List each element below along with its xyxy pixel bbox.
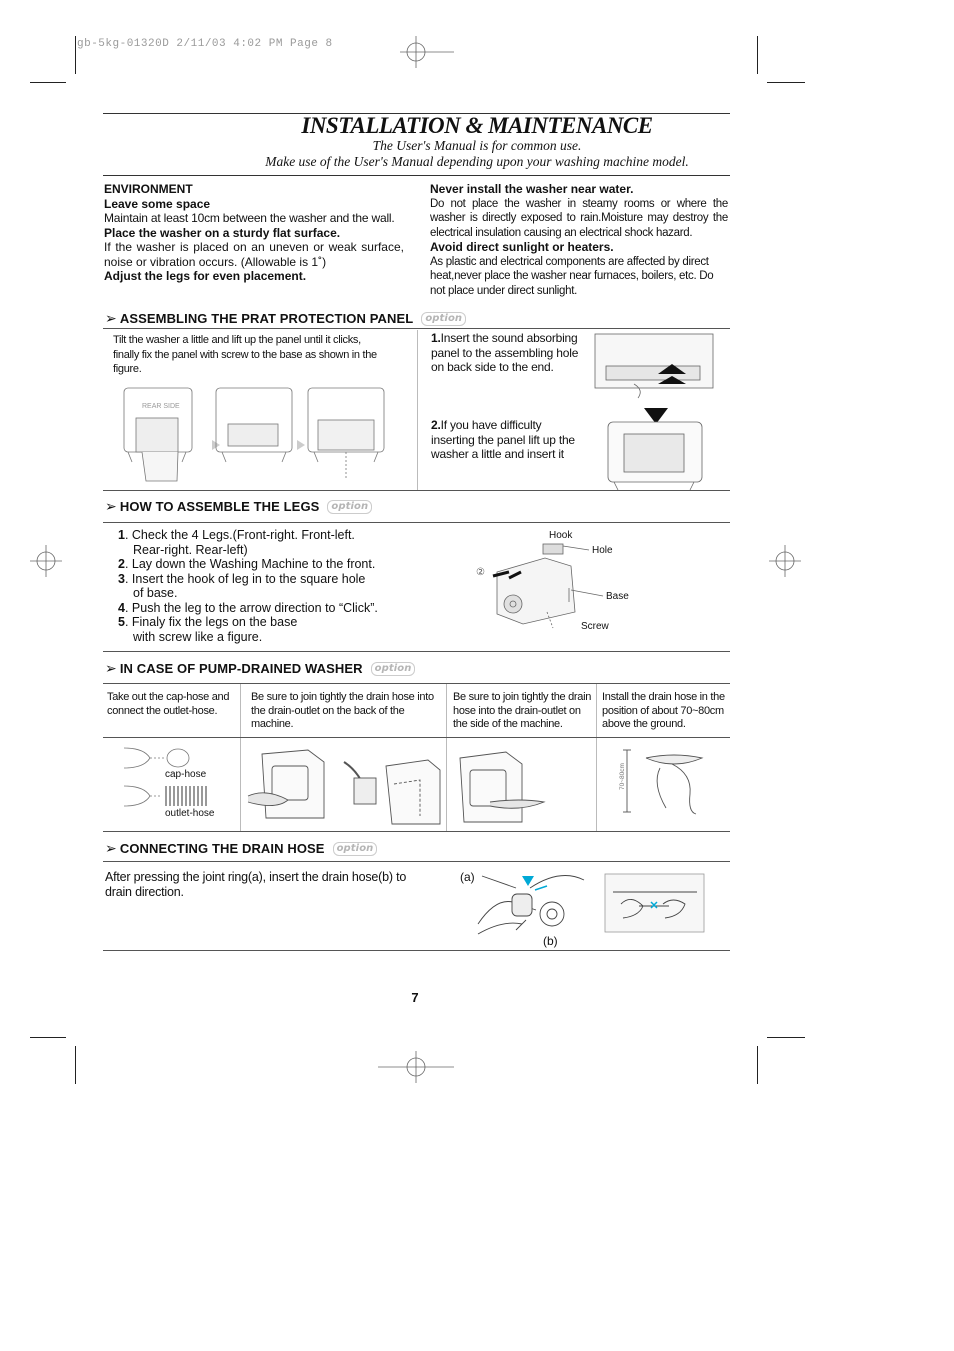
registration-mark (400, 36, 434, 70)
pump-section-heading (105, 660, 415, 677)
pump-col-3-text: Be sure to join tightly the drain hose into the drain-outlet on the side of the machine. (453, 691, 592, 730)
hook-label: Hook (549, 530, 573, 541)
crop-mark (767, 1037, 805, 1038)
print-slug: gb-5kg-01320D 2/11/03 4:02 PM Page 8 (77, 38, 333, 50)
pump-heading-text: IN CASE OF PUMP-DRAINED WASHER (119, 661, 363, 676)
panel-step-1 (431, 331, 581, 375)
arrow-icon: ➢ (105, 660, 117, 676)
drain-hose-insert-illustration (605, 874, 705, 934)
environment-flat-surface-heading: Place the washer on a sturdy flat surface. (104, 225, 341, 240)
crop-mark (767, 82, 805, 83)
option-badge: option (421, 312, 466, 326)
legs-step: of base. (133, 586, 178, 600)
crop-mark (30, 82, 66, 83)
drain-section-heading (105, 840, 377, 857)
legs-step: 1. Check the 4 Legs.(Front-right. Front-left. (118, 528, 355, 542)
base-label: Base (606, 591, 629, 602)
panel-section-heading (105, 310, 466, 327)
legs-step: 4. Push the leg to the arrow direction to “Click”. (118, 600, 378, 615)
crop-mark (75, 1046, 76, 1084)
environment-adjust-legs-heading: Adjust the legs for even placement. (104, 269, 307, 283)
environment-sunlight-text: As plastic and electrical components are affected by direct heat,never place the washer near furnaces, boilers, etc. Do not place under direct sunlight. (430, 255, 714, 297)
section-rule (103, 683, 730, 684)
step-2-marker: ② (476, 567, 485, 578)
environment-leave-space-heading: Leave some space (104, 196, 211, 211)
legs-step: 3. Insert the hook of leg in to the square hole (118, 571, 366, 586)
page-title: INSTALLATION & MAINTENANCE (301, 113, 653, 138)
page-number: 7 (411, 990, 419, 1005)
panel-step-1-text: Insert the sound absorbing panel to the assembling hole on back side to the end. (431, 331, 579, 374)
registration-mark (400, 1051, 434, 1085)
legs-step: 5. Finaly fix the legs on the base (118, 615, 298, 629)
panel-description: Tilt the washer a little and lift up the panel until it clicks, finally fix the panel with screw to the base as shown in the figure. (113, 334, 377, 375)
environment-left-column (104, 182, 404, 284)
rear-drain-illustration (244, 744, 444, 826)
height-range-label: 70~80cm (619, 763, 626, 790)
section-rule (103, 737, 730, 738)
legs-step: with screw like a figure. (133, 629, 263, 644)
environment-sunlight-heading: Avoid direct sunlight or heaters. (430, 240, 614, 254)
crop-mark (75, 36, 76, 74)
arrow-icon: ➢ (105, 498, 117, 514)
drain-heading-text: CONNECTING THE DRAIN HOSE (119, 841, 325, 856)
step-number: 2. (431, 418, 441, 432)
environment-heading: ENVIRONMENT (104, 182, 193, 196)
hose-height-illustration (620, 744, 720, 824)
page-subtitle-1: The User's Manual is for common use. (372, 138, 582, 153)
header-bottom-rule (103, 175, 730, 176)
screw-label: Screw (581, 621, 609, 632)
joint-ring-label: (a) (460, 870, 475, 884)
registration-mark (769, 545, 803, 579)
section-rule (103, 950, 730, 951)
side-drain-illustration (452, 744, 594, 826)
step-number: 1. (431, 331, 441, 345)
pump-col-1-text: Take out the cap-hose and connect the outlet-hose. (107, 691, 230, 717)
panel-step-2-text: If you have difficulty inserting the panel lift up the washer a little and insert it (431, 418, 575, 461)
crop-mark (757, 1046, 758, 1084)
panel-assembly-illustration (122, 386, 402, 486)
section-rule (103, 651, 730, 652)
drain-hose-joint-illustration (472, 864, 592, 946)
section-rule (103, 861, 730, 862)
panel-step-2 (431, 418, 581, 462)
arrow-icon: ➢ (105, 310, 117, 326)
section-rule (103, 328, 730, 329)
environment-right-column (430, 182, 728, 298)
panel-insert-illustration (594, 334, 719, 494)
environment-water-text: Do not place the washer in steamy rooms or where the washer is directly exposed to rain.Moisture may destroy the electrical insulation causing an electrical shock hazard. (430, 197, 728, 239)
option-badge: option (333, 842, 378, 856)
pump-col-4-text: Install the drain hose in the position of about 70~80cm above the ground. (602, 691, 725, 730)
column-divider (417, 330, 418, 490)
crop-mark (757, 36, 758, 74)
section-rule (103, 490, 730, 491)
section-rule (103, 831, 730, 832)
option-badge: option (371, 662, 416, 676)
column-divider (596, 684, 597, 831)
registration-mark (30, 545, 64, 579)
pump-col-2-text: Be sure to join tightly the drain hose into the drain-outlet on the back of the machine. (251, 691, 434, 730)
legs-heading-text: HOW TO ASSEMBLE THE LEGS (119, 499, 320, 514)
environment-leave-space-text: Maintain at least 10cm between the washer and the wall. (104, 211, 395, 225)
environment-flat-surface-text: If the washer is placed on an uneven or weak surface, noise or vibration occurs. (Allowable is 1˚) (104, 240, 404, 269)
drain-hose-label: (b) (543, 934, 558, 948)
cap-hose-label: cap-hose (165, 769, 207, 780)
legs-step: 2. Lay down the Washing Machine to the front. (118, 557, 376, 571)
crop-mark (30, 1037, 66, 1038)
column-divider (240, 684, 241, 831)
environment-water-heading: Never install the washer near water. (430, 182, 634, 196)
arrow-icon: ➢ (105, 840, 117, 856)
legs-section-heading (105, 498, 372, 515)
outlet-hose-label: outlet-hose (165, 808, 215, 819)
legs-step: Rear-right. Rear-left) (133, 542, 248, 557)
rear-side-label: REAR SIDE (142, 403, 180, 410)
option-badge: option (327, 500, 372, 514)
panel-heading-text: ASSEMBLING THE PRAT PROTECTION PANEL (119, 311, 414, 326)
column-divider (446, 684, 447, 831)
drain-instruction-text: After pressing the joint ring(a), insert the drain hose(b) to drain direction. (105, 870, 407, 899)
legs-steps-list (118, 528, 378, 644)
section-rule (103, 522, 730, 523)
page-subtitle-2: Make use of the User's Manual depending upon your washing machine model. (265, 154, 689, 169)
hole-label: Hole (592, 545, 613, 556)
